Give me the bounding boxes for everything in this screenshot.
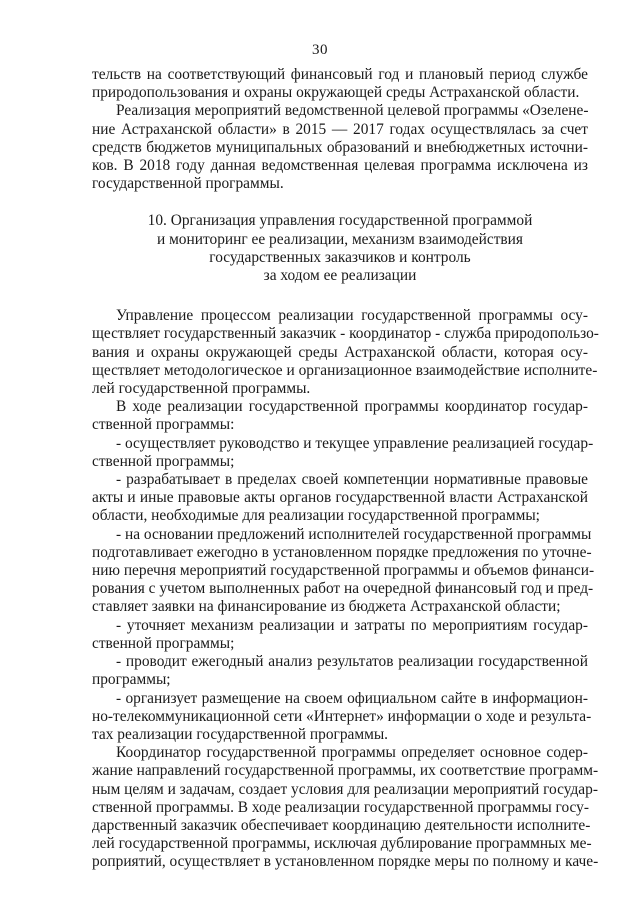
list-item-3 xyxy=(92,525,595,617)
text-line: лей государственной программы, исключая дублирование программных ме- xyxy=(92,835,592,853)
text-line: Реализация мероприятий ведомственной целевой программы «Озелене- xyxy=(116,102,589,120)
text-line: - уточняет механизм реализации и затраты по мероприятиям государ- xyxy=(116,616,588,634)
text-line: ственной программы. В ходе реализации государственной программы госу- xyxy=(92,798,589,816)
text-line: нию перечня мероприятий государственной программы и объемов финанси- xyxy=(92,562,595,580)
text-line: - разрабатывает в пределах своей компетенции нормативные правовые xyxy=(116,471,588,489)
section-heading xyxy=(92,212,588,285)
text-line: подготавливает ежегодно в установленном порядке предложения по уточне- xyxy=(92,543,592,561)
heading-line: 10. Организация управления государственной программой xyxy=(147,212,533,230)
text-line: ставляет заявки на финансирование из бюджета Астраханской области; xyxy=(92,598,561,616)
text-line: ществляет государственный заказчик - координатор - служба природопользо- xyxy=(92,325,599,343)
paragraph-coordinator-intro xyxy=(92,398,588,434)
text-line: тельств на соответствующий финансовый год и плановый период службе xyxy=(92,66,588,83)
list-item-5 xyxy=(92,653,588,689)
paragraph-management xyxy=(92,307,599,398)
text-line: жание направлений государственной программы, их соответствие программ- xyxy=(92,762,599,780)
page-number: 30 xyxy=(312,42,328,58)
text-line: ществляет методологическое и организационное взаимодействие исполните- xyxy=(92,361,598,379)
heading-line: за ходом ее реализации xyxy=(263,267,417,285)
text-line: - организует размещение на своем официальном сайте в информацион- xyxy=(116,689,588,707)
text-line: - проводит ежегодный анализ результатов реализации государственной xyxy=(116,653,588,671)
list-item-4 xyxy=(92,617,588,653)
text-line: ственной программы; xyxy=(92,452,235,470)
text-line: лей государственной программы. xyxy=(92,380,311,398)
text-line: ным целям и задачам, создает условия для реализации мероприятий государ- xyxy=(92,780,598,798)
text-line: В ходе реализации государственной программы координатор государ- xyxy=(116,398,588,416)
text-line: Управление процессом реализации государственной программы осу- xyxy=(116,307,588,325)
text-line: вания и охраны окружающей среды Астраханской области, которая осу- xyxy=(92,343,588,361)
paragraph-intro xyxy=(92,66,588,102)
text-line: но-телекоммуникационной сети «Интернет» информации о ходе и результа- xyxy=(92,707,592,725)
text-line: природопользования и охраны окружающей среды Астраханской области. xyxy=(92,84,580,102)
text-line: рования с учетом выполненных работ на очередной финансовый год и пред- xyxy=(92,580,594,598)
text-line: средств бюджетов муниципальных образований и внебюджетных источни- xyxy=(92,138,588,156)
text-line: дарственный заказчик обеспечивает координацию деятельности исполните- xyxy=(92,816,591,834)
text-line: - на основании предложений исполнителей государственной программы xyxy=(116,525,592,543)
text-line: государственной программы. xyxy=(92,175,284,193)
text-line: - осуществляет руководство и текущее управление реализацией государ- xyxy=(116,434,594,452)
text-line: тах реализации государственной программы. xyxy=(92,725,389,743)
list-item-6 xyxy=(92,689,592,745)
document-body xyxy=(92,66,599,872)
text-line: программы; xyxy=(92,671,171,689)
paragraph-final xyxy=(92,744,599,871)
heading-line: и мониторинг ее реализации, механизм взаимодействия xyxy=(156,230,523,248)
paragraph-program xyxy=(92,102,588,193)
list-item-1 xyxy=(92,434,594,471)
text-line: ков. В 2018 году данная ведомственная целевая программа исключена из xyxy=(92,157,588,175)
text-line: области, необходимые для реализации государственной программы; xyxy=(92,507,540,525)
text-line: акты и иные правовые акты органов государственной власти Астраханской xyxy=(92,489,588,507)
heading-line: государственных заказчиков и контроль xyxy=(209,248,471,266)
text-line: роприятий, осуществляет в установленном порядке меры по полному и каче- xyxy=(92,853,599,871)
text-line: ственной программы; xyxy=(92,634,235,652)
text-line: ственной программы: xyxy=(92,416,235,434)
text-line: Координатор государственной программы определяет основное содер- xyxy=(116,744,588,762)
list-item-2 xyxy=(92,471,588,526)
text-line: ние Астраханской области» в 2015 — 2017 годах осуществлялась за счет xyxy=(92,120,588,138)
